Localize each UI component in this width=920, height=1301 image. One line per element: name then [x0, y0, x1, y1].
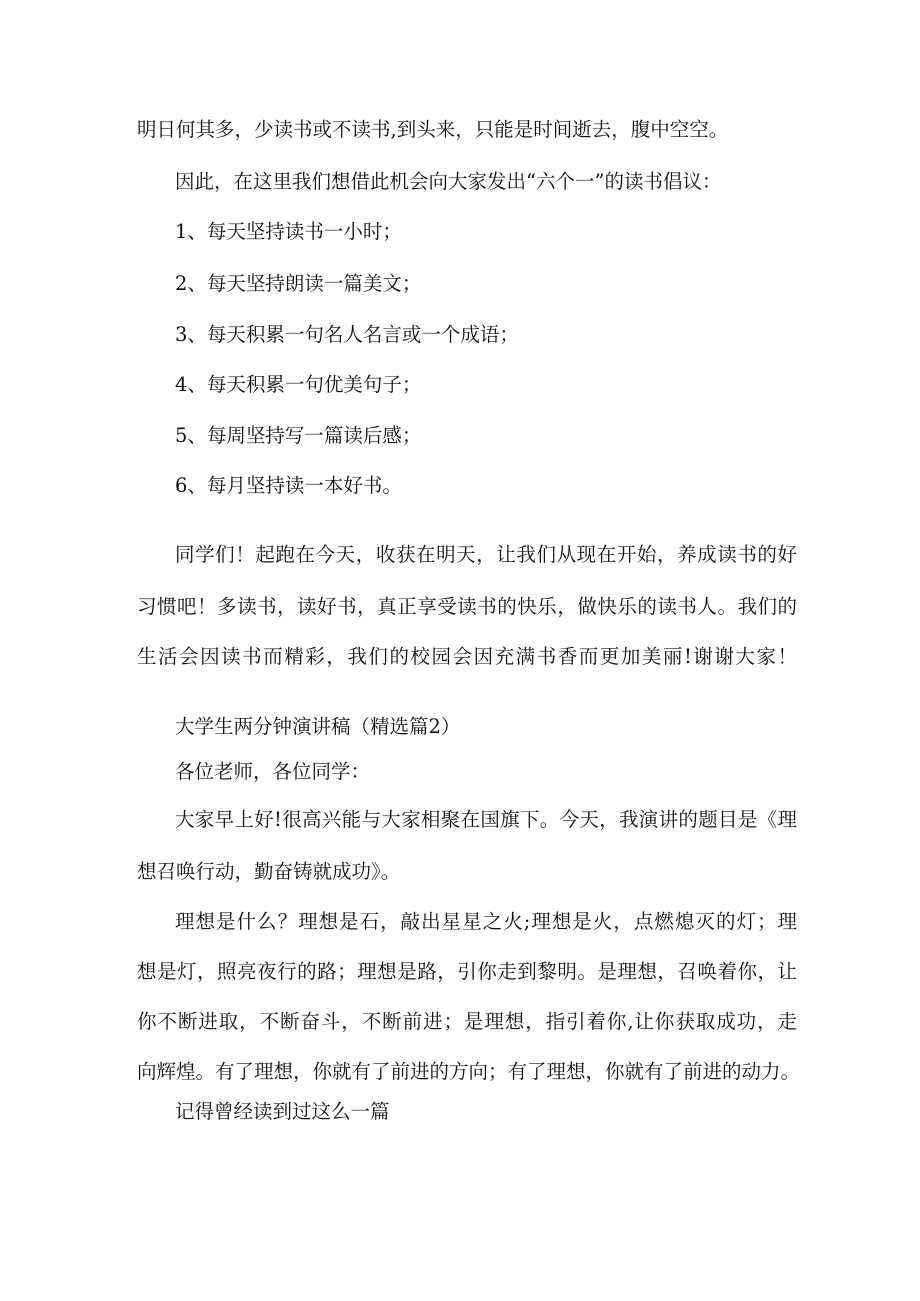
paragraph-line: 理想是什么？理想是石，敲出星星之火;理想是火，点燃熄灭的灯；理 — [175, 910, 797, 933]
salutation: 各位老师，各位同学： — [175, 760, 371, 783]
paragraph-line: 想召唤行动，勤奋铸就成功》。 — [137, 860, 401, 883]
list-item: 6、每月坚持读一本好书。 — [175, 474, 402, 497]
paragraph-line: 因此，在这里我们想借此机会向大家发出“六个一”的读书倡议： — [175, 170, 722, 193]
list-item: 2、每天坚持朗读一篇美文； — [175, 272, 422, 295]
paragraph-line: 习惯吧！多读书，读好书，真正享受读书的快乐，做快乐的读书人。我们的 — [137, 595, 797, 618]
section-heading: 大学生两分钟演讲稿（精选篇2） — [175, 715, 461, 738]
list-item: 5、每周坚持写一篇读后感； — [175, 424, 422, 447]
paragraph-line: 同学们！起跑在今天，收获在明天，让我们从现在开始，养成读书的好 — [175, 543, 797, 566]
list-item: 4、每天积累一句优美句子； — [175, 373, 422, 396]
paragraph-line: 想是灯，照亮夜行的路；理想是路，引你走到黎明。是理想，召唤着你，让 — [137, 960, 797, 983]
list-item: 3、每天积累一句名人名言或一个成语； — [175, 323, 519, 346]
paragraph-line: 生活会因读书而精彩，我们的校园会因充满书香而更加美丽!谢谢大家！ — [137, 645, 797, 668]
paragraph-line: 向辉煌。有了理想，你就有了前进的方向；有了理想，你就有了前进的动力。 — [137, 1060, 801, 1083]
paragraph-line: 你不断进取，不断奋斗，不断前进；是理想，指引着你,让你获取成功，走 — [137, 1010, 797, 1033]
paragraph-line: 大家早上好!很高兴能与大家相聚在国旗下。今天，我演讲的题目是《理 — [175, 808, 797, 831]
paragraph-line: 明日何其多，少读书或不读书,到头来，只能是时间逝去，腹中空空。 — [137, 118, 729, 141]
list-item: 1、每天坚持读书一小时； — [175, 220, 402, 243]
paragraph-line: 记得曾经读到过这么一篇 — [175, 1100, 390, 1123]
